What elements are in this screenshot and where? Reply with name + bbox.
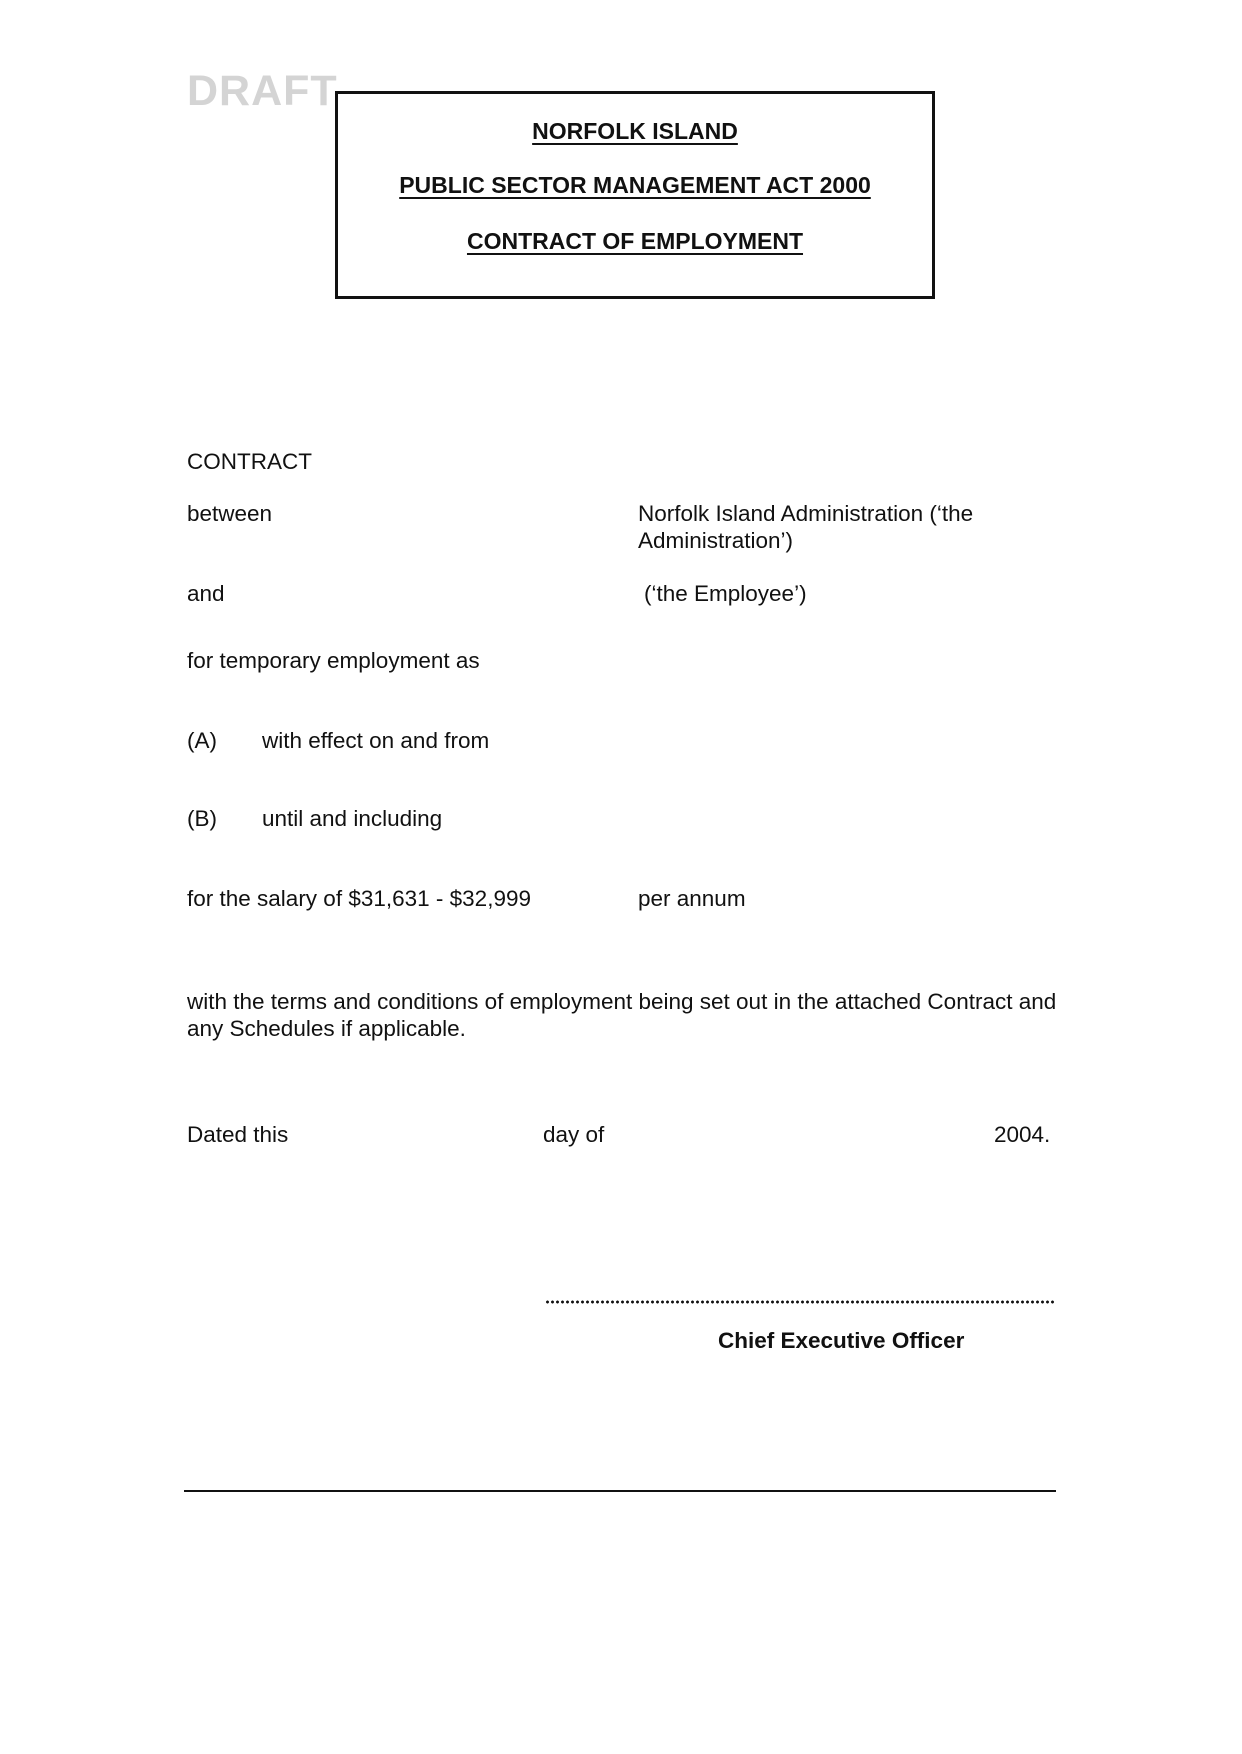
item-b-marker: (B) [187, 806, 217, 831]
employment-line: for temporary employment as [187, 648, 480, 673]
item-a-text: with effect on and from [262, 728, 490, 753]
item-a-marker: (A) [187, 728, 217, 753]
year-value: 2004. [994, 1122, 1051, 1147]
title-box [335, 91, 935, 299]
item-b-text: until and including [262, 806, 443, 831]
day-of-label: day of [543, 1122, 605, 1147]
signature-line [545, 1300, 1055, 1304]
dated-label: Dated this [187, 1122, 289, 1147]
between-value: Norfolk Island Administration (‘the Administration’) [638, 501, 974, 553]
title-norfolk-island: NORFOLK ISLAND [532, 118, 738, 144]
and-value: (‘the Employee’) [644, 581, 807, 606]
signature-title: Chief Executive Officer [718, 1328, 965, 1353]
salary-text: for the salary of $31,631 - $32,999 [187, 886, 531, 911]
salary-period: per annum [638, 886, 746, 911]
between-label: between [187, 501, 273, 526]
title-act: PUBLIC SECTOR MANAGEMENT ACT 2000 [399, 172, 871, 198]
terms-paragraph: with the terms and conditions of employment being set out in the attached Contract and any Schedules if applicable. [187, 989, 1057, 1041]
and-label: and [187, 581, 225, 606]
footer-rule [184, 1490, 1056, 1492]
contract-heading: CONTRACT [187, 449, 312, 474]
draft-watermark: DRAFT [187, 67, 338, 115]
title-contract: CONTRACT OF EMPLOYMENT [466, 228, 804, 254]
